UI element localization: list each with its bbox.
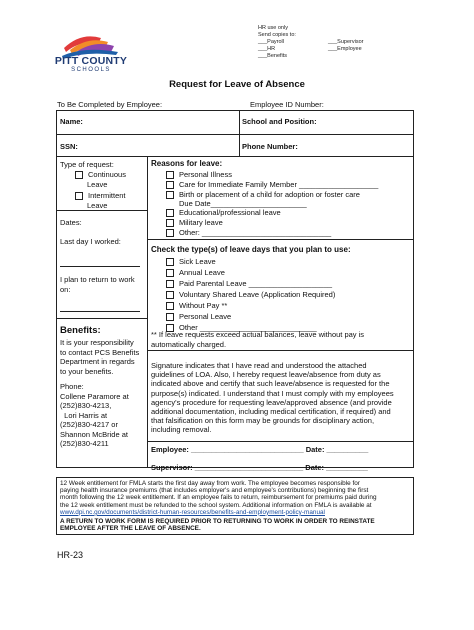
- fmla-notice: [56, 477, 414, 535]
- leave-voluntary-shared[interactable]: [166, 290, 335, 299]
- leave-type-label: Sick Leave: [179, 257, 216, 266]
- page-title: Request for Leave of Absence: [169, 79, 305, 90]
- contact-line: (252)830-4213,: [60, 401, 112, 410]
- reason-label: Personal Illness: [179, 170, 232, 179]
- reasons-label: Reasons for leave:: [151, 159, 223, 168]
- reason-label: Other: _______________________________: [179, 228, 332, 237]
- plan-return-line2: on:: [60, 284, 71, 294]
- benefits-contacts: [60, 382, 146, 449]
- contact-line: Shannon McBride at: [60, 429, 128, 439]
- copy-employee[interactable]: ___Employee: [328, 46, 362, 52]
- leave-without-pay[interactable]: [166, 301, 227, 310]
- checkbox[interactable]: [166, 219, 174, 227]
- statement-line: Signature indicates that I have read and understood the attached: [151, 361, 367, 370]
- leave-personal[interactable]: [166, 312, 231, 321]
- type-of-request-label: Type of request:: [60, 160, 114, 169]
- intermittent-leave-checkbox[interactable]: [75, 192, 83, 200]
- continuous-label: Continuous: [88, 170, 126, 179]
- contact-line: Phone:: [60, 382, 84, 391]
- reason-label: Educational/professional leave: [179, 208, 281, 217]
- return-date-field[interactable]: [60, 311, 140, 312]
- leave-types-label: Check the type(s) of leave days that you plan to use:: [151, 245, 351, 254]
- contact-line: Lori Harris at: [60, 410, 108, 420]
- statement-line: guidelines of LOA. Also, I hereby request leave/absence from duty as: [151, 370, 381, 380]
- checkbox[interactable]: [166, 209, 174, 217]
- note-line2: automatically charged.: [151, 339, 227, 349]
- leave-balance-note: [151, 330, 409, 349]
- supervisor-signature-field[interactable]: Supervisor: __________________________ Date: __________: [151, 463, 368, 472]
- checkbox[interactable]: [166, 171, 174, 179]
- fmla-link[interactable]: www.dpi.nc.gov/documents/district-human-resources/benefits-and-employment-policy-manual: [60, 508, 325, 516]
- statement-line: additional documentation, including medical certification, if required) and: [151, 407, 391, 417]
- reason-label: Military leave: [179, 218, 223, 227]
- school-position-field[interactable]: School and Position:: [242, 117, 317, 126]
- statement-line: indicated above and certify that such leave/absence is requested for the: [151, 379, 390, 389]
- statement-line: agency's procedure for requesting leave/approved absence (and provide: [151, 397, 392, 407]
- checkbox[interactable]: [166, 191, 174, 199]
- checkbox[interactable]: [166, 302, 174, 310]
- dates-label: Dates:: [60, 218, 82, 227]
- intermittent-label-2: Leave: [87, 200, 108, 210]
- completed-by-label: To Be Completed by Employee:: [57, 100, 163, 109]
- checkbox[interactable]: [166, 291, 174, 299]
- statement-line: including removal.: [151, 425, 212, 435]
- fmla-line: the 12 week entitlement must be refunded to the school system. Additional information on FMLA is available at: [60, 501, 372, 509]
- reason-educational[interactable]: [166, 208, 281, 217]
- fmla-line: month following the 12 week entitlement. If an employee fails to return, reimbursement for premiums paid during: [60, 494, 377, 502]
- warning-line: EMPLOYEE AFTER THE LEAVE OF ABSENCE.: [60, 525, 201, 533]
- signature-statement: [151, 361, 409, 435]
- hr-use-only-box: [258, 25, 398, 60]
- leave-type-label: Paid Parental Leave ____________________: [179, 279, 333, 288]
- reason-military[interactable]: [166, 218, 223, 227]
- leave-annual[interactable]: [166, 268, 225, 277]
- fmla-line: 12 Week entitlement for FMLA starts the first day away from work. The employee becomes responsible for: [60, 480, 360, 487]
- return-to-work-warning: [60, 518, 412, 533]
- leave-type-label: Voluntary Shared Leave (Application Required): [179, 290, 336, 299]
- ssn-field[interactable]: SSN:: [60, 142, 78, 151]
- checkbox[interactable]: [166, 229, 174, 237]
- benefits-line: Department in regards: [60, 357, 135, 366]
- benefits-line: to your benefits.: [60, 366, 114, 376]
- employee-id-label: Employee ID Number:: [250, 100, 324, 109]
- leave-type-label: Annual Leave: [179, 268, 225, 277]
- benefits-label: Benefits:: [60, 325, 101, 336]
- contact-line: (252)830-4211: [60, 439, 109, 448]
- due-date-field[interactable]: Due Date_______________________: [179, 199, 307, 208]
- contact-line: (252)830-4217 or: [60, 420, 118, 429]
- leave-type-label: Personal Leave: [179, 312, 232, 321]
- reason-other[interactable]: [166, 228, 331, 237]
- continuous-label-2: Leave: [87, 179, 108, 189]
- copy-supervisor[interactable]: ___Supervisor: [328, 39, 364, 45]
- plan-return-line1: I plan to return to work: [60, 275, 135, 284]
- reason-personal-illness[interactable]: [166, 170, 232, 179]
- reason-label: Care for Immediate Family Member ___________________: [179, 180, 379, 189]
- checkbox[interactable]: [166, 181, 174, 189]
- checkbox[interactable]: [166, 258, 174, 266]
- benefits-line: to contact PCS Benefits: [60, 347, 140, 357]
- leave-paid-parental[interactable]: [166, 279, 332, 288]
- name-field[interactable]: Name:: [60, 117, 83, 126]
- leave-form: [56, 110, 414, 472]
- contact-line: Collene Paramore at: [60, 391, 129, 401]
- note-line1: ** If leave requests exceed actual balances, leave without pay is: [151, 330, 365, 339]
- phone-number-field[interactable]: Phone Number:: [242, 142, 298, 151]
- logo-subtitle: SCHOOLS: [71, 67, 111, 73]
- reason-family-member[interactable]: [166, 180, 378, 189]
- leave-type-label: Without Pay **: [179, 301, 228, 310]
- plan-return-label: [60, 275, 135, 294]
- benefits-line: It is your responsibility: [60, 338, 134, 347]
- employee-signature-field[interactable]: Employee: ___________________________ Date: __________: [151, 445, 369, 454]
- fmla-line: paying health insurance premiums (that includes employer's and employee's contributions) beginning the first: [60, 487, 369, 495]
- continuous-leave-option[interactable]: [75, 170, 126, 189]
- reason-birth-adoption[interactable]: [166, 190, 360, 199]
- leave-type-label: Other ____________________________: [179, 323, 317, 332]
- leave-sick[interactable]: [166, 257, 216, 266]
- checkbox[interactable]: [166, 269, 174, 277]
- last-day-worked-label: Last day I worked:: [60, 237, 121, 246]
- warning-line: A RETURN TO WORK FORM IS REQUIRED PRIOR TO RETURNING TO WORK IN ORDER TO REINSTATE: [60, 518, 375, 525]
- reason-label: Birth or placement of a child for adoption or foster care: [179, 190, 360, 199]
- checkbox[interactable]: [166, 313, 174, 321]
- intermittent-label: Intermittent: [88, 191, 126, 200]
- form-id: HR-23: [57, 550, 84, 560]
- last-day-worked-field[interactable]: [60, 266, 140, 267]
- statement-line: that falsification on this form may be grounds for disciplinary action,: [151, 416, 375, 426]
- intermittent-leave-option[interactable]: [75, 191, 126, 210]
- send-copies-label: Send copies to:: [258, 32, 296, 38]
- copy-payroll[interactable]: ___Payroll: [258, 39, 284, 45]
- copy-hr[interactable]: ___HR: [258, 46, 276, 52]
- hr-use-only-label: HR use only: [258, 25, 288, 31]
- logo-name: PITT COUNTY: [54, 55, 128, 67]
- copy-benefits[interactable]: ___Benefits: [258, 53, 288, 59]
- fmla-text: [60, 480, 412, 516]
- continuous-leave-checkbox[interactable]: [75, 171, 83, 179]
- benefits-info: [60, 338, 146, 376]
- checkbox[interactable]: [166, 280, 174, 288]
- statement-line: purpose(s) indicated. I understand that I must comply with my employees: [151, 388, 394, 398]
